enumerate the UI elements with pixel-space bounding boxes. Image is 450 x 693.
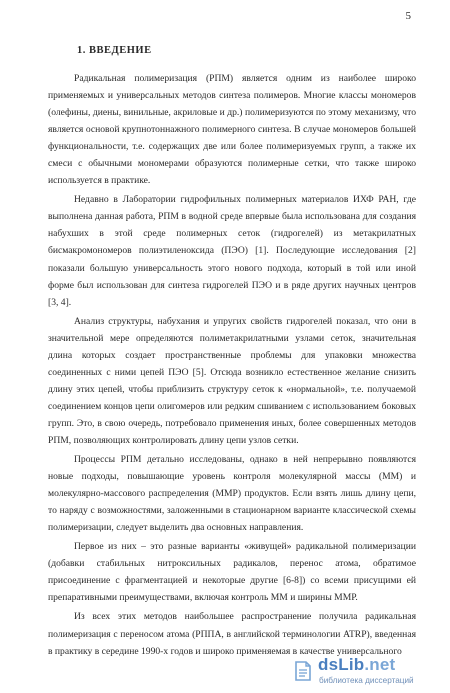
watermark-title: [318, 655, 395, 675]
paragraph: Процессы РПМ детально исследованы, однако в ней непрерывно появляются новые подходы, повышающие уровень контроля молекулярной массы (ММ) и молекулярно-массового распределения (ММР) продуктов. Если взять лишь длину цепи, то наряду с возможностями, заложенными в стационарном варианте классической схемы полимеризации, следует выделить два основных направления.: [48, 454, 416, 534]
paragraph: Из всех этих методов наибольшее распространение получила радикальная полимеризация с переносом атома (РППА, в английской терминологии ATRP), введенная в практику в середине 1990-х годов и широко применяемая в качестве универсального: [48, 611, 416, 657]
page-number: 5: [405, 10, 411, 22]
paragraph: Анализ структуры, набухания и упругих свойств гидрогелей показал, что они в значительной мере определяются полиметакрилатными узлами сеток, значительная длина которых создает пространственные проблемы для упаковки множества соединенных с ними цепей ПЭО [5]. Отсюда возникло естественное желание снизить длину этих цепей, чтобы приблизить структуру сеток к «нормальной», т.е. получаемой соединением концов цепи олигомеров или редким сшиванием с использованием боковых групп. Это, в свою очередь, потребовало применения иных, более совершенных методов РПМ, позволяющих контролировать длину цепи узлов сетки.: [48, 315, 416, 446]
paragraph: Первое из них – это разные варианты «живущей» радикальной полимеризации (добавки стабильных нитроксильных радикалов, перенос атома, обратимое присоединение с фрагментацией и некоторые другие [6-8]) со всеми присущими ей препаративными преимуществами, включая контроль ММ и ширины ММР.: [48, 541, 416, 604]
body-text: [48, 70, 416, 662]
paragraph: Радикальная полимеризация (РПМ) является одним из наиболее широко применяемых и универсальных методов синтеза полимеров. Многие классы мономеров (олефины, диены, винильные, акриловые и др.) полимеризуются по этому механизму, что является основой крупнотоннажного полимерного синтеза. В случае мономеров большей функциональности, т.е. содержащих две или более полимеризуемых групп, а также их смеси с обычными мономерами образуются полимерные сетки, что также широко используется в практике.: [48, 73, 416, 187]
dslib-watermark: [290, 655, 440, 689]
book-icon: [292, 659, 314, 683]
watermark-subtitle: библиотека диссертаций: [319, 676, 414, 685]
watermark-title-suffix: .net: [364, 655, 396, 674]
section-heading: 1. ВВЕДЕНИЕ: [77, 45, 152, 56]
paragraph: Недавно в Лаборатории гидрофильных полимерных материалов ИХФ РАН, где выполнена данная работа, РПМ в водной среде впервые была использована для создания набухших в этой среде полимерных сеток (гидрогелей) из метакрилатных бисмакромономеров полиэтиленоксида (ПЭО) [1]. Последующие исследования [2] показали большую универсальность этого нового подхода, который в той или иной форме был использован для синтеза гидрогелей ПЭО и в ряде других научных центров [3, 4].: [48, 194, 416, 308]
watermark-title-main: dsLib: [318, 655, 365, 674]
